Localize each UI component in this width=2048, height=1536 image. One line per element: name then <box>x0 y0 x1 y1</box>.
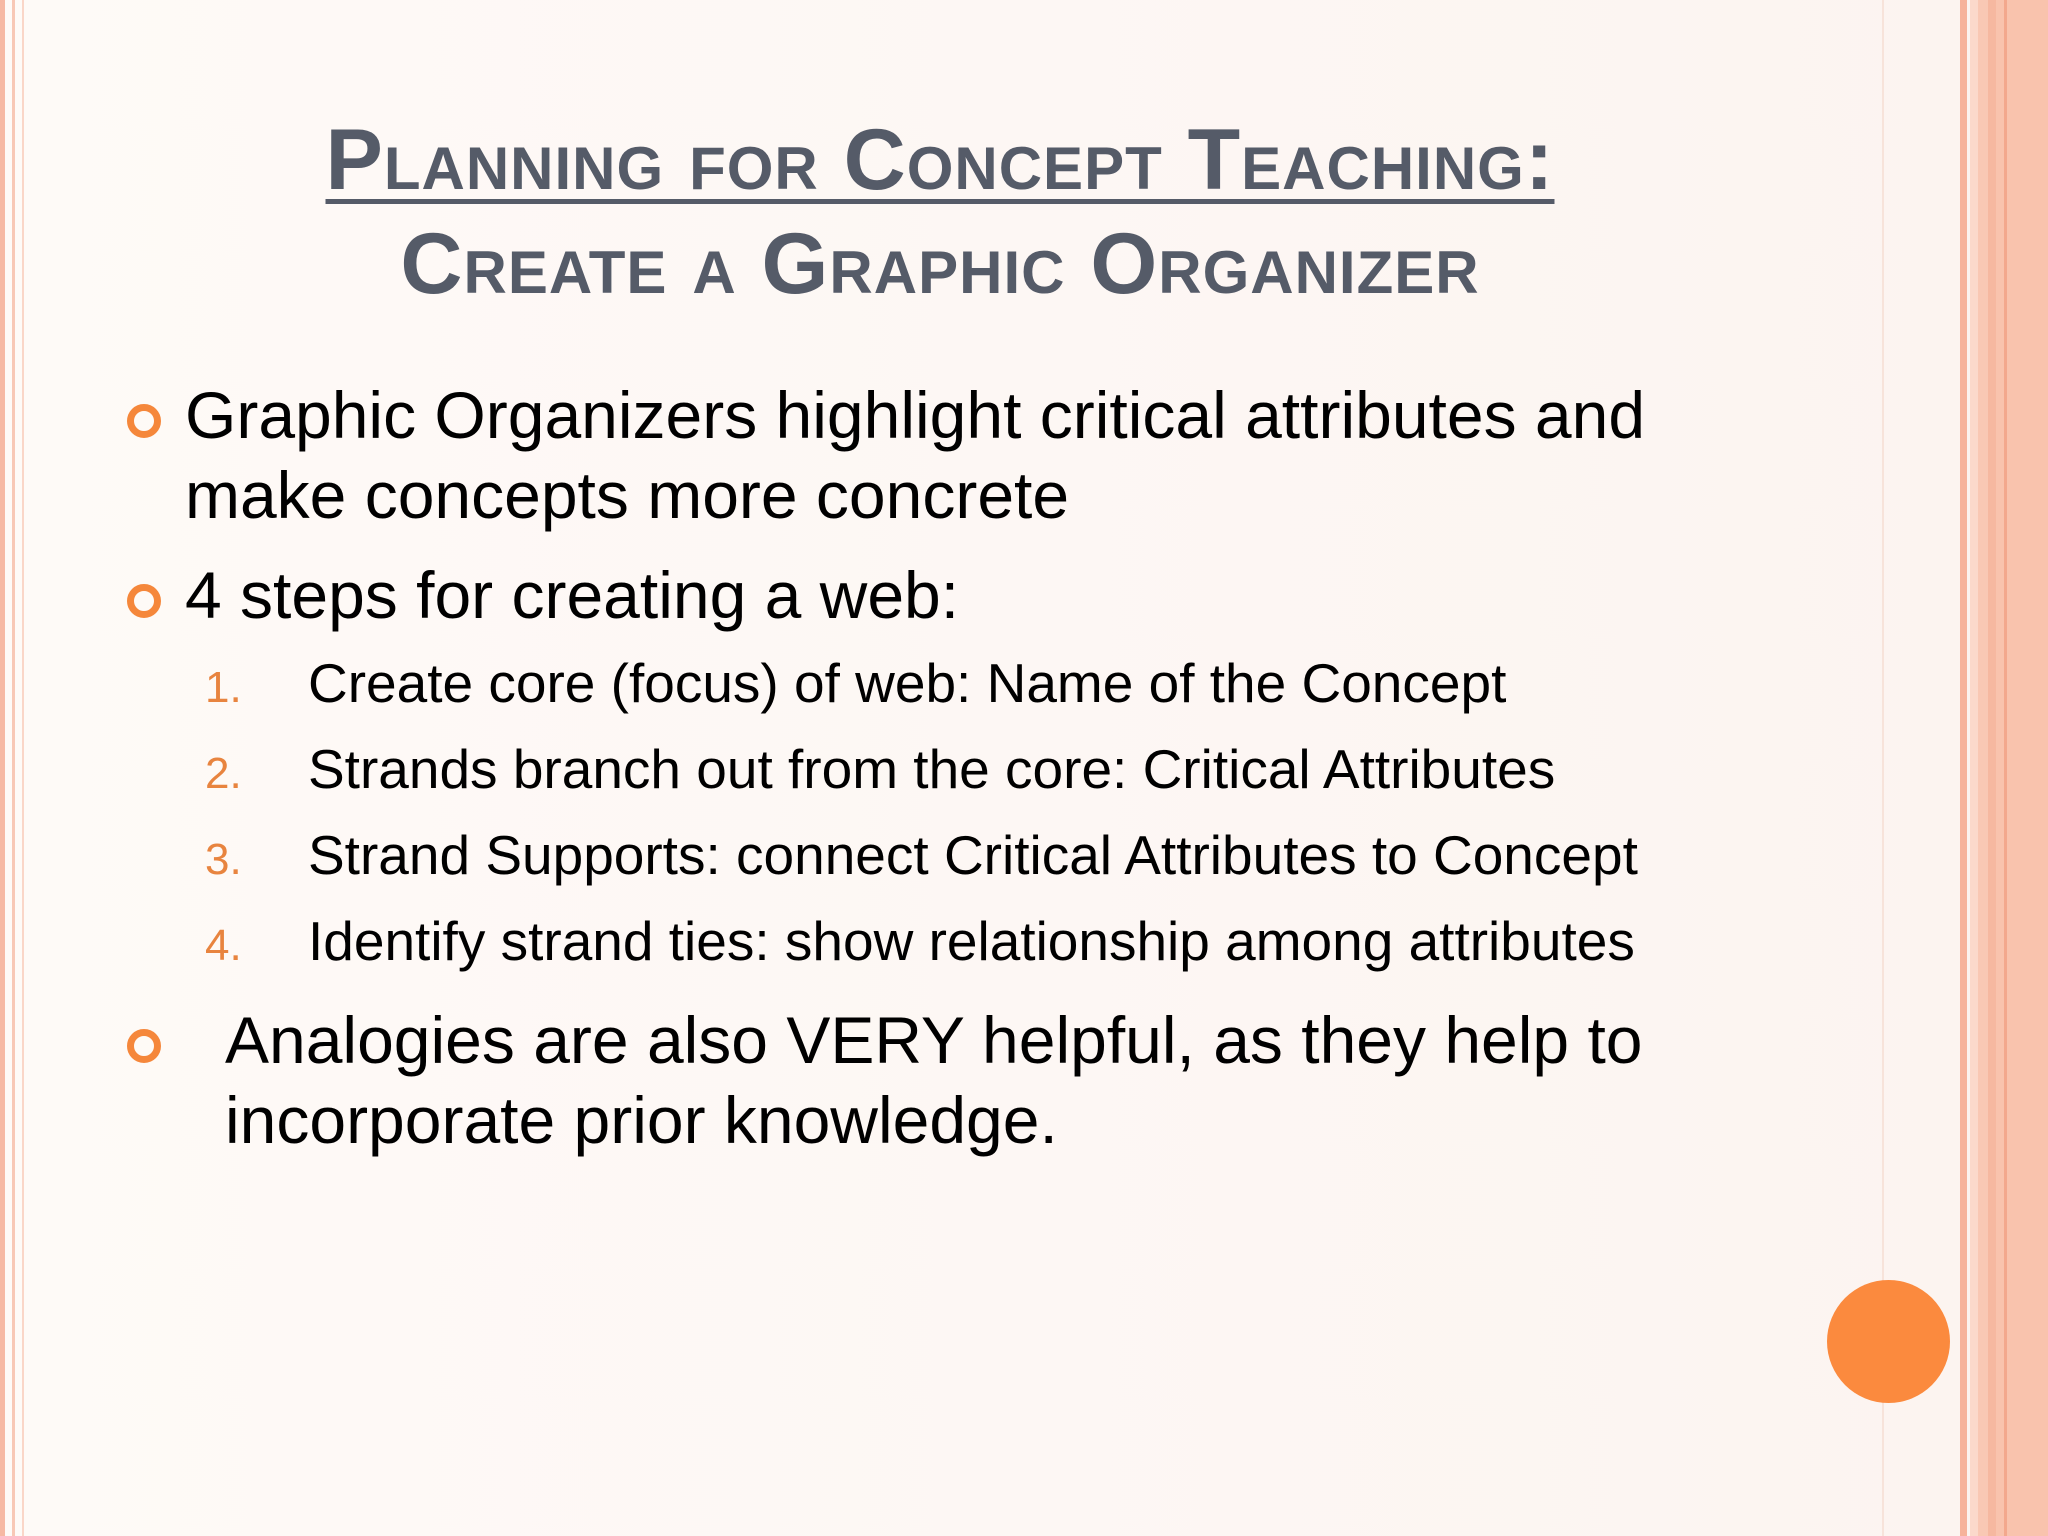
step-number: 1. <box>205 663 242 712</box>
left-border-stripe <box>22 0 24 1536</box>
bullet-icon <box>127 1029 161 1063</box>
step-text: Strand Supports: connect Critical Attributes to Concept <box>308 824 1638 886</box>
bullet-text-line1: Graphic Organizers highlight critical attributes and <box>185 378 1646 452</box>
right-border-stripe <box>1960 0 1967 1536</box>
slide-title <box>240 108 1640 316</box>
right-border-stripe <box>1978 0 1988 1536</box>
bullet-icon <box>127 404 161 438</box>
bullet-text-line1: 4 steps for creating a web: <box>185 558 960 632</box>
step-number: 4. <box>205 921 242 970</box>
step-text: Strands branch out from the core: Critical Attributes <box>308 738 1556 800</box>
left-border-stripe <box>0 0 5 1536</box>
orange-circle-decoration <box>1827 1280 1950 1403</box>
bullet-text-line1: Analogies are also VERY helpful, as they help to <box>225 1003 1643 1077</box>
step-text: Create core (focus) of web: Name of the Concept <box>308 652 1507 714</box>
right-border-stripe <box>1988 0 1996 1536</box>
bullet-item <box>185 375 1645 535</box>
bullet-item <box>185 555 959 635</box>
slide-title-line1: Planning for Concept Teaching: <box>325 112 1555 208</box>
left-border-stripe <box>12 0 15 1536</box>
bullet-item <box>225 1000 1643 1160</box>
slide-title-line2: Create a Graphic Organizer <box>400 216 1480 312</box>
right-border-stripe <box>2004 0 2007 1536</box>
bullet-text-line2: incorporate prior knowledge. <box>225 1083 1058 1157</box>
step-number: 3. <box>205 835 242 884</box>
bullet-icon <box>127 584 161 618</box>
step-text: Identify strand ties: show relationship among attributes <box>308 910 1635 972</box>
step-number: 2. <box>205 749 242 798</box>
bullet-text-line2: make concepts more concrete <box>185 458 1070 532</box>
right-border-stripe <box>1970 0 1978 1536</box>
